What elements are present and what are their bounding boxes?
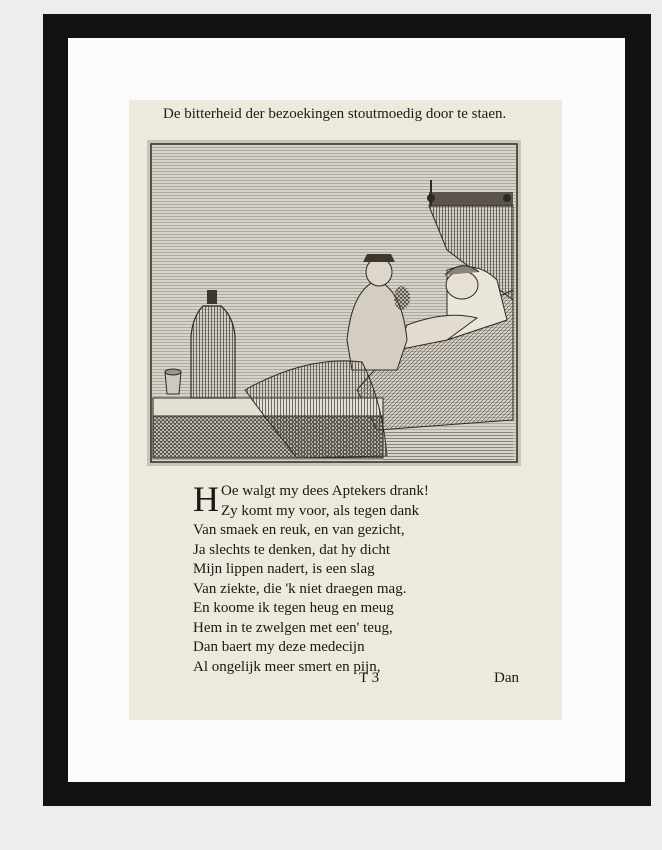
page-heading: De bitterheid der bezoekingen stoutmoedig door te staen. [163, 106, 507, 122]
poem-line: Ja slechts te denken, dat hy dicht [193, 541, 391, 558]
cup-icon [165, 369, 181, 394]
poem-line: Oe walgt my dees Aptekers drank! [221, 483, 429, 499]
poem-line: Hem in te zwelgen met een' teug, [193, 619, 393, 636]
poem-line: Al ongelijk meer smert en pijn, [193, 658, 381, 675]
book-page [129, 100, 562, 720]
poem-text [193, 479, 493, 677]
engraving-illustration [147, 140, 521, 466]
poem-line: En koome ik tegen heug en meug [193, 600, 394, 616]
drop-cap: H [193, 479, 219, 519]
poem-line: Mijn lippen nadert, is een slag [193, 561, 375, 577]
signature-mark: T 3 [359, 670, 380, 686]
poem-line: Dan baert my deze medecijn [193, 639, 365, 655]
poem-line: Van ziekte, die 'k niet draegen mag. [193, 580, 407, 597]
catchword: Dan [494, 670, 519, 686]
poem-line: Van smaek en reuk, en van gezicht, [193, 522, 405, 538]
poem-line: Zy komt my voor, als tegen dank [221, 502, 420, 519]
